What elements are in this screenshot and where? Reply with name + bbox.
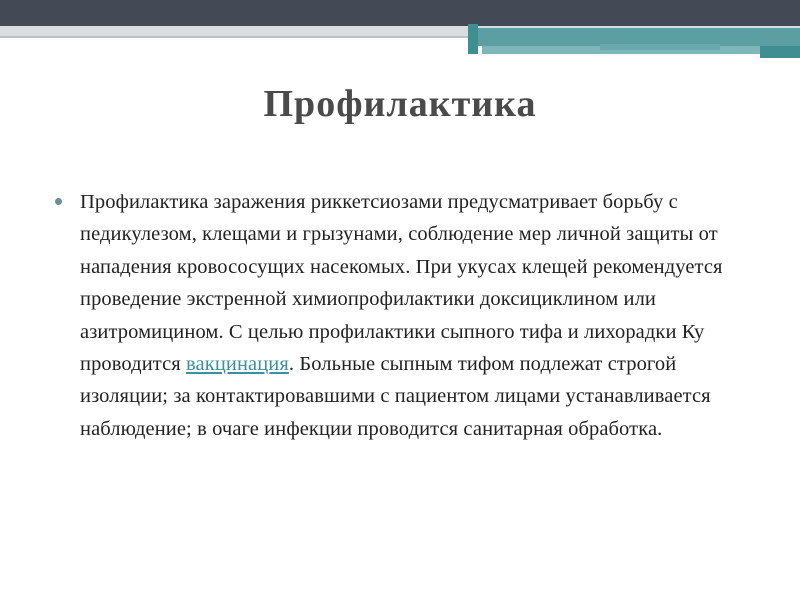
accent-strip-right (760, 46, 800, 58)
bullet-text-end: . Больные сыпным тифом подлежат строгой изоляции; за контактировавшими с пациентом лицами устанавливается наблюдение; в очаге инфекции проводится санитарная обработка. (80, 353, 711, 440)
slide-body (55, 186, 765, 445)
accent-strip-left (468, 24, 478, 54)
vaccination-link[interactable]: вакцинация (186, 353, 289, 376)
slide-title: Профилактика (263, 83, 537, 125)
top-decorative-band (0, 0, 800, 26)
accent-strip-mid (600, 44, 720, 50)
bullet-icon (55, 198, 62, 205)
bullet-text (80, 186, 765, 445)
bullet-item (55, 186, 765, 445)
bullet-text-start: Профилактика заражения риккетсиозами предусматривает борьбу с педикулезом, клещами и грызунами, соблюдение мер личной защиты от нападения кровососущих насекомых. При укусах клещей рекомендуется проведение экстренной химиопрофилактики доксициклином или азитромицином. С целью профилактики сыпного тифа и лихорадки Ку проводится (80, 191, 723, 376)
